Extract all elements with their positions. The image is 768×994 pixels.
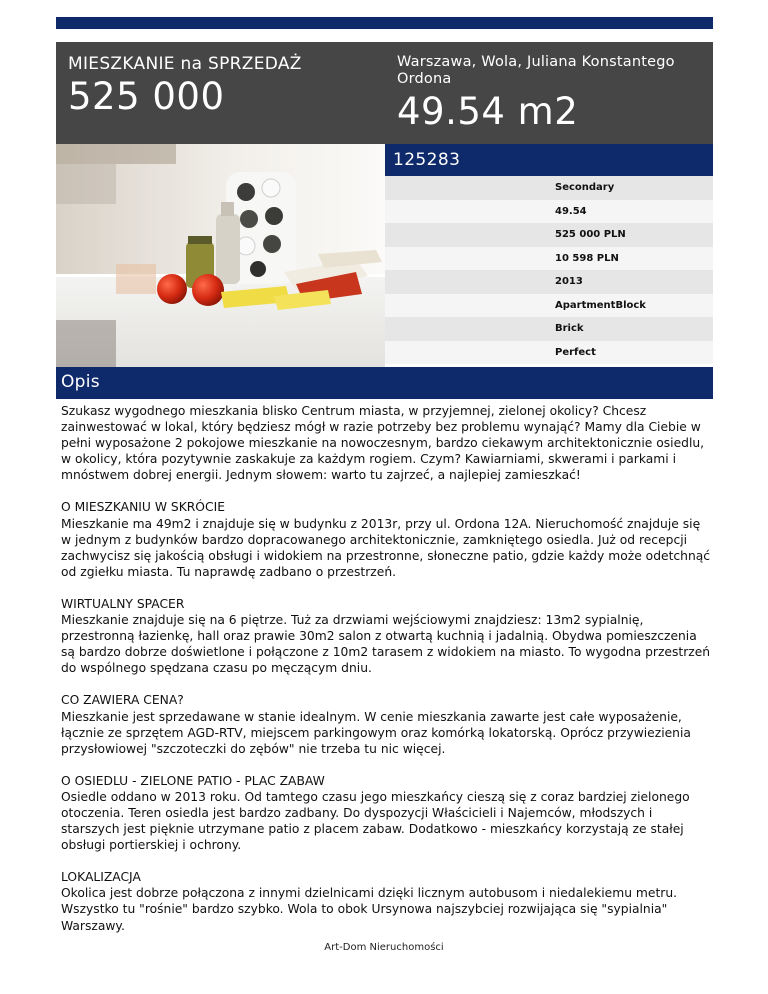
- section-title: LOKALIZACJA: [61, 870, 141, 885]
- section-text: Osiedle oddano w 2013 roku. Od tamtego czasu jego mieszkańcy cieszą się z coraz bardziej zielonego otoczenia. Teren osiedla jest bardzo zadbany. Do dyspozycji Właścicieli i Najemców, młodszych i starszych jest pięknie utrzymane patio z placem zabaw. Dodatkowo - mieszkańcy korzystają ze stałej obsługi portierskiej i ochrony.: [61, 789, 690, 853]
- detail-area: 49.54: [385, 200, 713, 224]
- apartment-photo: [56, 144, 385, 368]
- section-text: Mieszkanie ma 49m2 i znajduje się w budynku z 2013r, przy ul. Ordona 12A. Nieruchomość znajduje się w jednym z budynków bardzo dopracowanego architektonicznie, zamkniętego osiedla. Już od recepcji zachwycisz się jakością obsługi i widokiem na przestronne, słoneczne patio, gdzie każdy może odetchnąć od zgiełku miasta. Tu naprawdę zadbano o przestrzeń.: [61, 516, 711, 579]
- listing-id: 125283: [393, 150, 461, 170]
- description-section: [61, 499, 711, 579]
- listing-id-bar: [385, 144, 713, 176]
- description-heading: Opis: [61, 372, 100, 392]
- kitchen-photo-illustration: [56, 144, 385, 368]
- description-section: [61, 692, 711, 756]
- section-text: Okolica jest dobrze połączona z innymi dzielnicami dzięki licznym autobusom i niedalekiemu metru. Wszystko tu "rośnie" bardzo szybko. Wola to obok Ursynowa najszybciej rozwijająca się "sypialnia" Warszawy.: [61, 886, 678, 933]
- detail-price-per-m2: 10 598 PLN: [385, 247, 713, 271]
- description-section: [61, 869, 711, 933]
- section-title: WIRTUALNY SPACER: [61, 596, 185, 611]
- detail-condition: Perfect: [385, 341, 713, 365]
- description-body: [61, 403, 711, 950]
- top-accent-bar: [56, 17, 713, 29]
- listing-details: [385, 176, 713, 364]
- listing-address: Warszawa, Wola, Juliana Konstantego Ordona: [397, 54, 675, 87]
- listing-type: MIESZKANIE na SPRZEDAŻ: [68, 54, 302, 74]
- section-text: Mieszkanie jest sprzedawane w stanie idealnym. W cenie mieszkania zawarte jest całe wyposażenie, łącznie ze sprzętem AGD-RTV, miejscem parkingowym oraz komórką lokatorską. Oprócz przywiezienia przysłowiowej "szczoteczki do zębów" nie trzeba tu nic więcej.: [61, 709, 691, 756]
- detail-material: Brick: [385, 317, 713, 341]
- section-title: O MIESZKANIU W SKRÓCIE: [61, 500, 225, 515]
- detail-building-type: ApartmentBlock: [385, 294, 713, 318]
- header-left: [68, 54, 378, 117]
- detail-price: 525 000 PLN: [385, 223, 713, 247]
- section-title: CO ZAWIERA CENA?: [61, 693, 184, 708]
- section-text: Mieszkanie znajduje się na 6 piętrze. Tuż za drzwiami wejściowymi znajdziesz: 13m2 sypialnię, przestronną łazienkę, hall oraz prawie 30m2 salon z otwartą kuchnią i jadalnią. Obydwa pomieszczenia są bardzo dobrze doświetlone i połączone z 10m2 tarasem z widokiem na miasto. To wygodna przestrzeń do wspólnego spędzana czasu po męczącym dniu.: [61, 613, 711, 676]
- header-right: [397, 54, 707, 132]
- section-title: O OSIEDLU - ZIELONE PATIO - PLAC ZABAW: [61, 773, 325, 788]
- detail-build-year: 2013: [385, 270, 713, 294]
- description-intro: Szukasz wygodnego mieszkania blisko Centrum miasta, w przyjemnej, zielonej okolicy? Chcesz zainwestować w lokal, który będziesz mógł w razie potrzeby bez problemu wynająć? Mamy dla Ciebie w pełni wyposażone 2 pokojowe mieszkanie na nowoczesnym, bardzo ciekawym architektonicznie osiedlu, w okolicy, która pozytywnie zaskakuje za każdym rogiem. Czym? Kawiarniami, skwerami i parkami i mnóstwem dobrej energii. Jednym słowem: warto tu zajrzeć, a najlepiej zamieszkać!: [61, 404, 705, 483]
- listing-price: 525 000: [68, 75, 225, 118]
- detail-market: Secondary: [385, 176, 713, 200]
- description-section: [61, 596, 711, 676]
- listing-header: [56, 42, 713, 144]
- listing-area: 49.54 m2: [397, 90, 579, 133]
- description-section: [61, 773, 711, 853]
- footer-agency-name: Art-Dom Nieruchomości: [324, 942, 444, 953]
- description-heading-bar: [56, 367, 713, 399]
